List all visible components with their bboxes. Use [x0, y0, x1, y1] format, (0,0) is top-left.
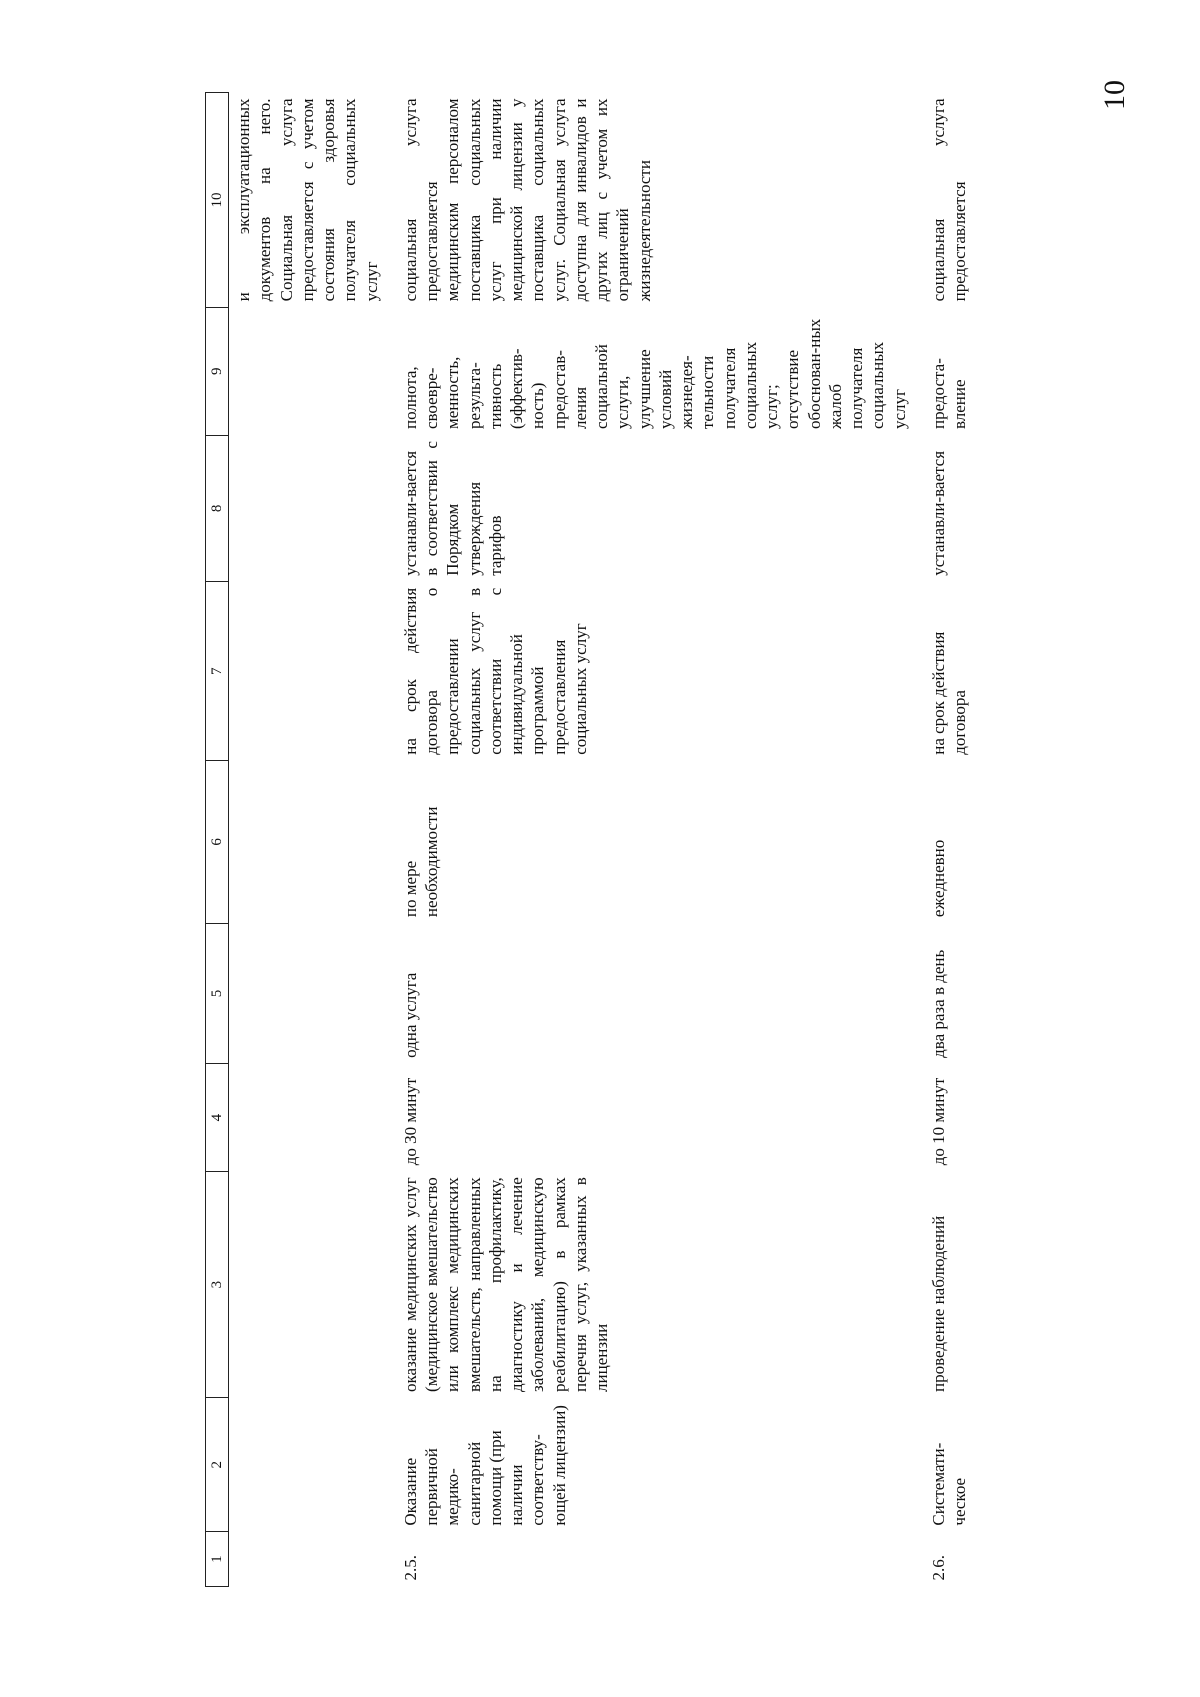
- column-header: 2: [206, 1398, 229, 1532]
- table-row: [229, 93, 396, 1587]
- cell-duration: [229, 1064, 396, 1171]
- cell-conditions: социальная услуга предоставляется медицинским персоналом поставщика социальных услуг при наличии медицинской лицензии у поставщика социальных услуг. Социальная услуга доступна для инвалидов и других лиц с учетом их ограничений жизнедеятельности: [400, 98, 654, 302]
- table-header-row: [206, 93, 229, 1587]
- cell-service-name: [229, 1398, 396, 1532]
- column-header: 3: [206, 1171, 229, 1398]
- cell-tariff: устанавли-вается в соответствии с Порядком утверждения тарифов: [400, 441, 505, 576]
- column-header: 8: [206, 435, 229, 582]
- table-row: [396, 93, 924, 1587]
- cell-term: [229, 582, 396, 761]
- cell-quality: предоста-вление: [928, 358, 969, 430]
- column-header: 7: [206, 582, 229, 761]
- cell-duration: до 30 минут: [400, 1077, 420, 1166]
- page-number: 10: [1098, 80, 1131, 110]
- cell-number: [229, 1532, 396, 1587]
- cell-duration: до 10 минут: [928, 1077, 948, 1166]
- cell-unit: одна услуга: [400, 972, 420, 1058]
- cell-service-name: Оказание первичной медико-санитарной помощи (при наличии соответству-ющей лицензии): [400, 1405, 569, 1526]
- column-header: 4: [206, 1064, 229, 1171]
- cell-number: 2.6.: [928, 1555, 948, 1581]
- cell-description: проведение наблюдений: [928, 1215, 948, 1392]
- column-header: 9: [206, 307, 229, 435]
- cell-description: оказание медицинских услуг (медицинское вмешательство или комплекс медицинских вмешательств, направленных на профилактику, диагностику и лечение заболеваний, медицинскую реабилитацию) в рамках перечня услуг, указанных в лицензии: [400, 1177, 611, 1392]
- cell-unit: [229, 923, 396, 1064]
- cell-frequency: ежедневно: [928, 839, 948, 918]
- cell-term: на срок действия договора о предоставлении социальных услуг в соответствии с индивидуальной программой предоставления социальных услуг: [400, 587, 590, 755]
- column-header: 1: [206, 1532, 229, 1587]
- services-table: [205, 92, 984, 1587]
- cell-conditions: социальная услуга предоставляется: [928, 98, 969, 302]
- column-header: 6: [206, 761, 229, 923]
- cell-frequency: [229, 761, 396, 923]
- cell-description: [229, 1171, 396, 1398]
- cell-quality: [229, 307, 396, 435]
- cell-number: 2.5.: [400, 1555, 420, 1581]
- cell-unit: два раза в день: [928, 949, 948, 1058]
- column-header: 10: [206, 93, 229, 308]
- cell-frequency: по мере необходимости: [400, 806, 441, 918]
- table-row: [924, 93, 985, 1587]
- cell-tariff: [229, 435, 396, 582]
- cell-quality: полнота, своевре-менность, результа-тивность (эффектив-ность) предостав-ления социальной услуги, улучшение условий жизнедея-тельности получателя социальных услуг; отсутствие обоснован-ных жалоб получателя социальных услуг: [400, 318, 909, 430]
- cell-service-name: Системати-ческое: [928, 1442, 969, 1526]
- cell-conditions: и эксплуатационных документов на него. Социальная услуга предоставляется с учетом состояния здоровья получателя социальных услуг: [234, 98, 381, 302]
- cell-term: на срок действия договора: [928, 631, 969, 755]
- cell-tariff: устанавли-вается: [928, 450, 948, 576]
- column-header: 5: [206, 923, 229, 1064]
